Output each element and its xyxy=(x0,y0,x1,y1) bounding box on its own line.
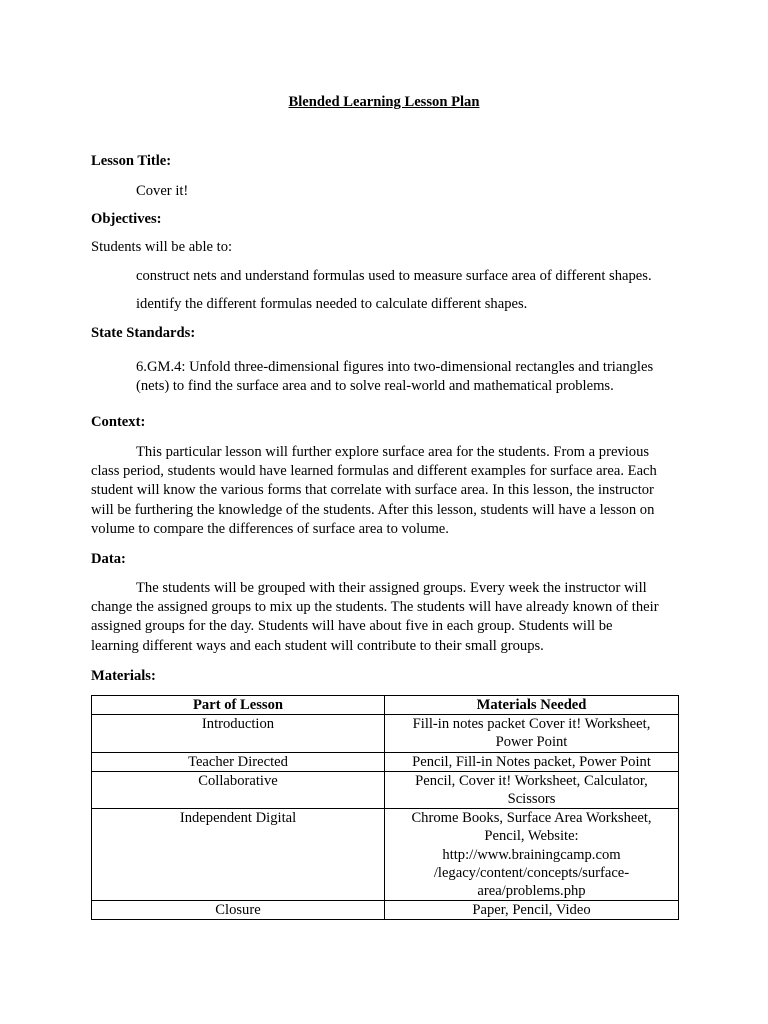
materials-line: Power Point xyxy=(495,734,568,751)
materials-cell xyxy=(385,752,679,771)
materials-line: Paper, Pencil, Video xyxy=(472,902,591,919)
part-cell: Teacher Directed xyxy=(92,752,385,771)
materials-cell xyxy=(385,809,679,901)
website-url-line: http://www.brainingcamp.com xyxy=(442,846,621,863)
materials-cell xyxy=(385,771,679,808)
data-line: change the assigned groups to mix up the students. The students will have already known of their xyxy=(91,599,659,615)
lesson-title-heading: Lesson Title: xyxy=(91,153,172,169)
objectives-heading: Objectives: xyxy=(91,211,162,227)
context-heading: Context: xyxy=(91,414,146,430)
context-line: class period, students would have learned formulas and different examples for surface area. Each xyxy=(91,463,657,479)
column-header-part: Part of Lesson xyxy=(92,696,385,715)
materials-table xyxy=(91,695,679,920)
materials-line: Chrome Books, Surface Area Worksheet, xyxy=(411,810,652,827)
objectives-intro: Students will be able to: xyxy=(91,239,233,255)
table-row xyxy=(92,715,679,752)
objective-item: identify the different formulas needed to calculate different shapes. xyxy=(136,296,528,312)
table-row xyxy=(92,901,679,920)
website-url-line: /legacy/content/concepts/surface- xyxy=(433,864,630,881)
materials-line: Pencil, Website: xyxy=(484,828,579,845)
lesson-title-value: Cover it! xyxy=(136,183,189,199)
objective-item: construct nets and understand formulas used to measure surface area of different shapes. xyxy=(136,268,652,284)
column-header-materials: Materials Needed xyxy=(385,696,679,715)
standard-line: (nets) to find the surface area and to solve real-world and mathematical problems. xyxy=(136,378,614,394)
materials-cell xyxy=(385,901,679,920)
materials-line: Pencil, Fill-in Notes packet, Power Point xyxy=(412,753,651,770)
materials-line: Scissors xyxy=(507,791,556,808)
part-cell: Independent Digital xyxy=(92,809,385,901)
materials-line: Fill-in notes packet Cover it! Worksheet, xyxy=(412,716,651,733)
data-heading: Data: xyxy=(91,551,126,567)
part-cell: Collaborative xyxy=(92,771,385,808)
context-line: volume to compare the differences of surface area to volume. xyxy=(91,521,449,537)
document-title: Blended Learning Lesson Plan xyxy=(288,94,480,110)
materials-cell xyxy=(385,715,679,752)
table-row xyxy=(92,809,679,901)
materials-line: Pencil, Cover it! Worksheet, Calculator, xyxy=(415,772,648,789)
part-cell: Closure xyxy=(92,901,385,920)
part-cell: Introduction xyxy=(92,715,385,752)
table-header-row xyxy=(92,696,679,715)
website-url-line: area/problems.php xyxy=(477,883,586,900)
context-line: student will know the various forms that correlate with surface area. In this lesson, the instructor xyxy=(91,482,654,498)
table-row xyxy=(92,771,679,808)
data-line: assigned groups for the day. Students will have about five in each group. Students will be xyxy=(91,618,613,634)
data-line: learning different ways and each student will contribute to their small groups. xyxy=(91,638,544,654)
materials-heading: Materials: xyxy=(91,668,156,684)
standards-heading: State Standards: xyxy=(91,325,196,341)
context-line: will be furthering the knowledge of the students. After this lesson, students will have a lesson on xyxy=(91,502,655,518)
table-row xyxy=(92,752,679,771)
data-line: The students will be grouped with their assigned groups. Every week the instructor will xyxy=(136,580,647,596)
context-line: This particular lesson will further explore surface area for the students. From a previous xyxy=(136,444,650,460)
standard-line: 6.GM.4: Unfold three-dimensional figures into two-dimensional rectangles and triangles xyxy=(136,359,654,375)
